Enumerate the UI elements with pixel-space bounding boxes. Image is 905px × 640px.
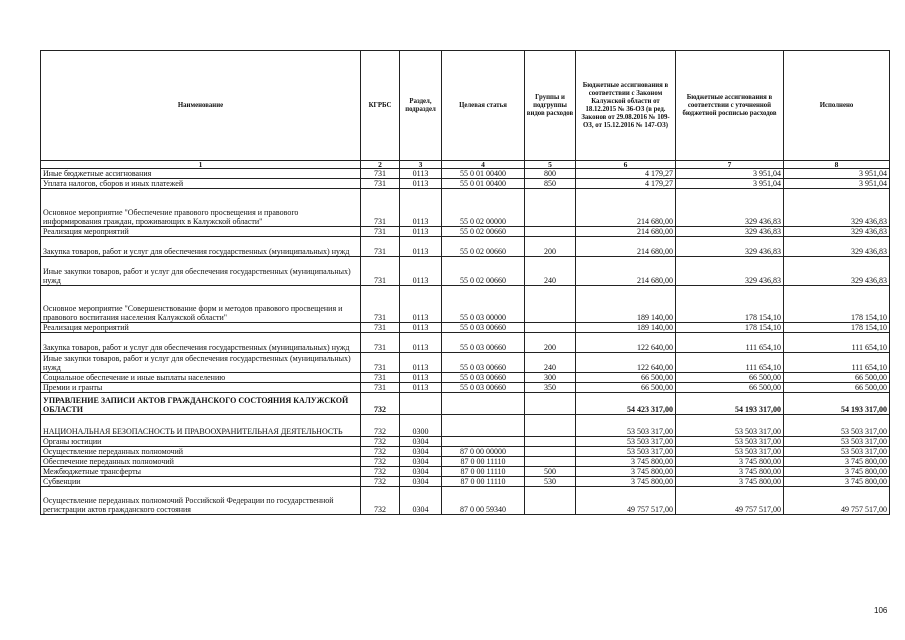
row-budget-law: 214 680,00 [576,227,676,237]
row-kgrbs: 732 [361,457,400,467]
column-number: 5 [525,161,576,169]
table-row [41,487,890,515]
row-kgrbs: 731 [361,286,400,323]
row-budget-revised: 54 193 317,00 [676,393,784,415]
table-row [41,237,890,257]
row-target: 55 0 02 00660 [442,227,525,237]
row-section: 0113 [400,353,442,373]
row-kgrbs: 731 [361,373,400,383]
row-name: НАЦИОНАЛЬНАЯ БЕЗОПАСНОСТЬ И ПРАВООХРАНИТЕЛЬНАЯ ДЕЯТЕЛЬНОСТЬ [41,415,361,437]
row-budget-revised: 3 951,04 [676,179,784,189]
row-name: Иные бюджетные ассигнования [41,169,361,179]
row-budget-law: 53 503 317,00 [576,415,676,437]
row-executed: 53 503 317,00 [784,415,890,437]
row-name: Обеспечение переданных полномочий [41,457,361,467]
row-kgrbs: 731 [361,257,400,286]
column-number: 3 [400,161,442,169]
row-group [525,189,576,227]
row-kgrbs: 732 [361,447,400,457]
row-name: Иные закупки товаров, работ и услуг для обеспечения государственных (муниципальных) нужд [41,353,361,373]
row-executed: 329 436,83 [784,189,890,227]
row-name: Реализация мероприятий [41,227,361,237]
row-target: 55 0 03 00660 [442,333,525,353]
row-section: 0113 [400,189,442,227]
row-name: Основное мероприятие "Совершенствование форм и методов правового просвещения и правового воспитания населения Калужской области" [41,286,361,323]
row-group [525,457,576,467]
header-target: Целевая статья [442,51,525,161]
row-kgrbs: 732 [361,437,400,447]
row-target: 87 0 00 00000 [442,447,525,457]
row-section: 0113 [400,383,442,393]
row-kgrbs: 732 [361,415,400,437]
row-budget-law: 189 140,00 [576,323,676,333]
row-section: 0113 [400,323,442,333]
table-row [41,353,890,373]
row-section [400,393,442,415]
row-budget-revised: 178 154,10 [676,323,784,333]
row-group [525,393,576,415]
table-row [41,333,890,353]
row-budget-revised: 329 436,83 [676,257,784,286]
row-executed: 329 436,83 [784,227,890,237]
table-row [41,447,890,457]
row-executed: 53 503 317,00 [784,437,890,447]
row-budget-revised: 3 745 800,00 [676,477,784,487]
row-budget-revised: 66 500,00 [676,373,784,383]
table-row [41,457,890,467]
column-number: 1 [41,161,361,169]
row-kgrbs: 731 [361,189,400,227]
table-row [41,189,890,227]
row-name: Основное мероприятие "Обеспечение правового просвещения и правового информирования граждан, проживающих в Калужской области" [41,189,361,227]
header-name: Наименование [41,51,361,161]
row-group [525,415,576,437]
row-group: 200 [525,237,576,257]
row-section: 0300 [400,415,442,437]
row-target [442,415,525,437]
row-executed: 66 500,00 [784,383,890,393]
row-budget-law: 3 745 800,00 [576,457,676,467]
row-target: 55 0 01 00400 [442,169,525,179]
row-budget-revised: 111 654,10 [676,333,784,353]
row-target: 55 0 01 00400 [442,179,525,189]
table-row [41,257,890,286]
row-section: 0113 [400,227,442,237]
row-name: Премии и гранты [41,383,361,393]
row-group [525,227,576,237]
row-section: 0304 [400,477,442,487]
header-section: Раздел, подраздел [400,51,442,161]
table-row [41,323,890,333]
row-target: 55 0 03 00660 [442,323,525,333]
row-group: 300 [525,373,576,383]
row-kgrbs: 731 [361,353,400,373]
row-executed: 178 154,10 [784,286,890,323]
row-budget-law: 66 500,00 [576,373,676,383]
row-section: 0113 [400,169,442,179]
row-executed: 3 745 800,00 [784,457,890,467]
row-kgrbs: 732 [361,487,400,515]
row-kgrbs: 732 [361,477,400,487]
column-number: 6 [576,161,676,169]
row-name: Осуществление переданных полномочий Российской Федерации по государственной регистрации актов гражданского состояния [41,487,361,515]
row-name: Социальное обеспечение и иные выплаты населению [41,373,361,383]
row-group [525,437,576,447]
row-target: 55 0 03 00660 [442,383,525,393]
row-group: 800 [525,169,576,179]
row-target [442,437,525,447]
row-name: Органы юстиции [41,437,361,447]
row-executed: 111 654,10 [784,333,890,353]
row-executed: 54 193 317,00 [784,393,890,415]
row-budget-law: 3 745 800,00 [576,467,676,477]
row-kgrbs: 732 [361,393,400,415]
table-body [41,161,890,515]
table-row [41,169,890,179]
row-group [525,323,576,333]
row-name: Иные закупки товаров, работ и услуг для обеспечения государственных (муниципальных) нужд [41,257,361,286]
row-budget-revised: 111 654,10 [676,353,784,373]
row-executed: 111 654,10 [784,353,890,373]
header-executed: Исполнено [784,51,890,161]
row-budget-law: 54 423 317,00 [576,393,676,415]
row-target: 55 0 02 00660 [442,257,525,286]
row-executed: 3 951,04 [784,169,890,179]
row-kgrbs: 731 [361,179,400,189]
row-budget-revised: 3 745 800,00 [676,457,784,467]
table-header [41,51,890,161]
row-section: 0113 [400,237,442,257]
row-kgrbs: 731 [361,237,400,257]
row-section: 0113 [400,373,442,383]
column-number: 4 [442,161,525,169]
row-budget-revised: 3 745 800,00 [676,467,784,477]
row-section: 0113 [400,286,442,323]
row-name: Межбюджетные трансферты [41,467,361,477]
row-budget-law: 53 503 317,00 [576,447,676,457]
row-budget-law: 214 680,00 [576,237,676,257]
header-groups: Группы и подгруппы видов расходов [525,51,576,161]
row-group [525,447,576,457]
row-executed: 49 757 517,00 [784,487,890,515]
row-executed: 66 500,00 [784,373,890,383]
row-section: 0113 [400,257,442,286]
row-executed: 329 436,83 [784,237,890,257]
header-budget-law: Бюджетные ассигнования в соответствии с Законом Калужской области от 18.12.2015 № 36-ОЗ (в ред. Законов от 29.08.2016 № 109-ОЗ, от 15.12.2016 № 147-ОЗ) [576,51,676,161]
row-budget-law: 4 179,27 [576,179,676,189]
row-section: 0304 [400,447,442,457]
table-row [41,467,890,477]
row-budget-law: 214 680,00 [576,257,676,286]
row-target: 55 0 03 00660 [442,373,525,383]
table-row [41,227,890,237]
row-name: Закупка товаров, работ и услуг для обеспечения государственных (муниципальных) нужд [41,237,361,257]
row-section: 0304 [400,467,442,477]
table-row [41,393,890,415]
row-budget-law: 3 745 800,00 [576,477,676,487]
row-budget-law: 53 503 317,00 [576,437,676,447]
row-budget-revised: 329 436,83 [676,227,784,237]
row-executed: 178 154,10 [784,323,890,333]
row-budget-revised: 329 436,83 [676,189,784,227]
row-group [525,487,576,515]
row-target: 87 0 00 11110 [442,457,525,467]
column-number-row [41,161,890,169]
table-row [41,179,890,189]
column-number: 2 [361,161,400,169]
row-group: 500 [525,467,576,477]
table-row [41,286,890,323]
row-budget-law: 189 140,00 [576,286,676,323]
row-kgrbs: 731 [361,169,400,179]
row-target: 87 0 00 59340 [442,487,525,515]
row-kgrbs: 731 [361,227,400,237]
row-section: 0304 [400,457,442,467]
row-target [442,393,525,415]
row-target: 55 0 02 00000 [442,189,525,227]
row-name: Уплата налогов, сборов и иных платежей [41,179,361,189]
row-target: 87 0 00 11110 [442,467,525,477]
row-group: 530 [525,477,576,487]
row-kgrbs: 731 [361,323,400,333]
row-executed: 3 951,04 [784,179,890,189]
row-target: 87 0 00 11110 [442,477,525,487]
budget-table [40,50,890,515]
row-kgrbs: 731 [361,333,400,353]
row-budget-law: 122 640,00 [576,353,676,373]
row-budget-revised: 53 503 317,00 [676,437,784,447]
column-number: 8 [784,161,890,169]
row-target: 55 0 03 00660 [442,353,525,373]
table-row [41,437,890,447]
row-budget-law: 214 680,00 [576,189,676,227]
row-budget-law: 49 757 517,00 [576,487,676,515]
budget-table-sheet [40,50,889,515]
row-group: 240 [525,257,576,286]
row-target: 55 0 02 00660 [442,237,525,257]
row-kgrbs: 731 [361,383,400,393]
header-budget-revised: Бюджетные ассигнования в соответствии с уточненной бюджетной росписью расходов [676,51,784,161]
row-name: Субвенции [41,477,361,487]
row-group [525,286,576,323]
row-name: Осуществление переданных полномочий [41,447,361,457]
row-executed: 329 436,83 [784,257,890,286]
row-name: Реализация мероприятий [41,323,361,333]
page-number: 106 [874,606,888,615]
row-budget-revised: 53 503 317,00 [676,415,784,437]
column-number: 7 [676,161,784,169]
row-section: 0113 [400,179,442,189]
row-section: 0304 [400,437,442,447]
row-budget-law: 4 179,27 [576,169,676,179]
row-budget-revised: 178 154,10 [676,286,784,323]
row-budget-revised: 3 951,04 [676,169,784,179]
row-group: 200 [525,333,576,353]
header-kgrbs: КГРБС [361,51,400,161]
row-budget-revised: 329 436,83 [676,237,784,257]
row-target: 55 0 03 00000 [442,286,525,323]
row-kgrbs: 732 [361,467,400,477]
row-name: УПРАВЛЕНИЕ ЗАПИСИ АКТОВ ГРАЖДАНСКОГО СОСТОЯНИЯ КАЛУЖСКОЙ ОБЛАСТИ [41,393,361,415]
row-section: 0304 [400,487,442,515]
row-executed: 3 745 800,00 [784,467,890,477]
row-budget-law: 66 500,00 [576,383,676,393]
table-row [41,415,890,437]
row-group: 350 [525,383,576,393]
row-budget-revised: 53 503 317,00 [676,447,784,457]
row-budget-revised: 49 757 517,00 [676,487,784,515]
row-budget-revised: 66 500,00 [676,383,784,393]
row-name: Закупка товаров, работ и услуг для обеспечения государственных (муниципальных) нужд [41,333,361,353]
table-row [41,477,890,487]
row-executed: 53 503 317,00 [784,447,890,457]
row-section: 0113 [400,333,442,353]
row-group: 850 [525,179,576,189]
row-budget-law: 122 640,00 [576,333,676,353]
table-row [41,383,890,393]
row-group: 240 [525,353,576,373]
row-executed: 3 745 800,00 [784,477,890,487]
table-row [41,373,890,383]
